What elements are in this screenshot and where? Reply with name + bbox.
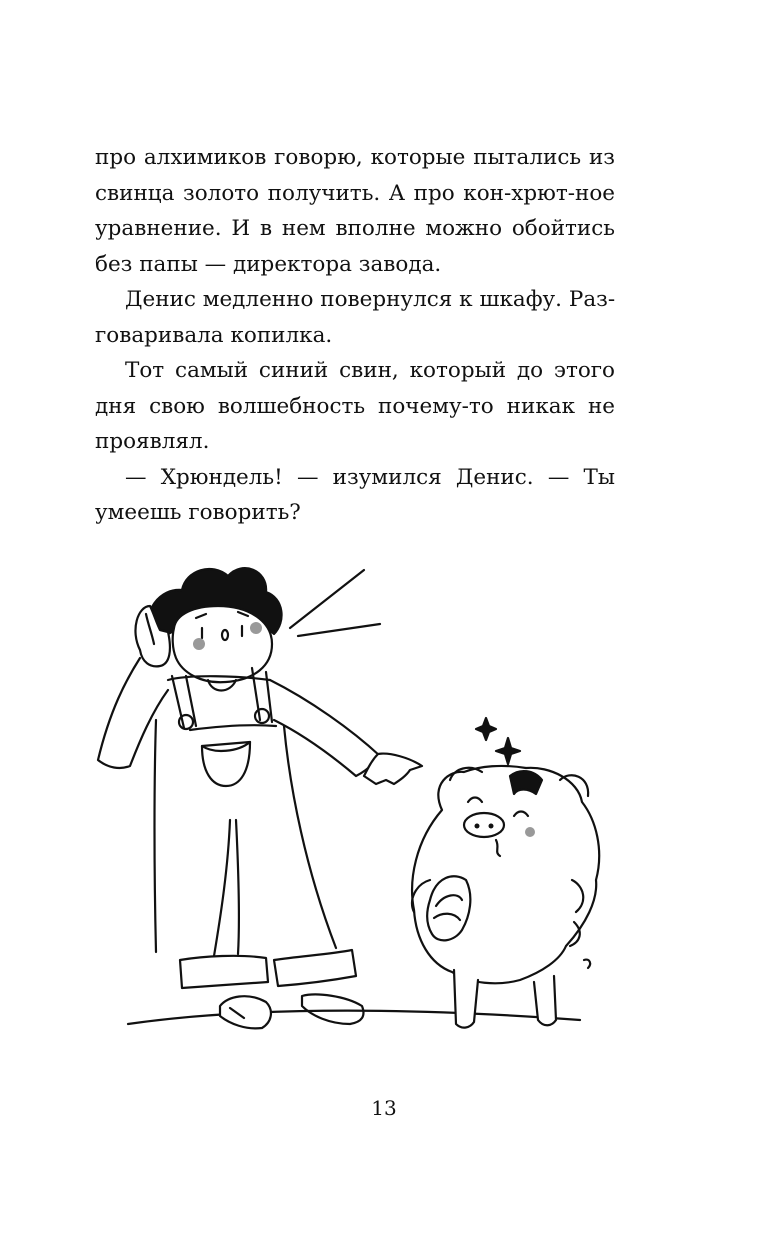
overalls-button-right xyxy=(255,709,269,723)
piggy-cheek xyxy=(525,827,535,837)
overalls-cuff-left xyxy=(180,956,268,988)
boy-figure xyxy=(98,568,422,1028)
text-line: Тот самый синий свин, который до этого xyxy=(125,358,615,383)
boy-cheek-right xyxy=(250,622,262,634)
overalls-cuff-right xyxy=(274,950,356,986)
page-number: 13 xyxy=(371,1096,397,1120)
overalls-button-left xyxy=(179,715,193,729)
piggy-snout xyxy=(464,813,504,837)
text-line: умеешь говорить? xyxy=(95,500,301,525)
text-line: говаривала копилка. xyxy=(95,322,333,348)
text-line: Денис медленно повернулся к шкафу. Раз- xyxy=(125,287,616,312)
sparkle-icon xyxy=(476,718,496,740)
text-line: уравнение. И в нем вполне можно обойтись xyxy=(95,216,615,241)
body-text xyxy=(95,140,615,531)
text-line: свинца золото получить. А про кон-хрют-ное xyxy=(95,180,615,206)
sound-lines xyxy=(290,570,380,636)
piggy-coin-slot xyxy=(510,771,542,794)
piggy-leg-left xyxy=(454,970,478,1028)
piggy-leg-right xyxy=(534,976,556,1025)
text-line: — Хрюндель! — изумился Денис. — Ты xyxy=(125,464,615,490)
illustration-boy-and-piggy-bank xyxy=(90,540,610,1060)
sparkle-icon xyxy=(496,738,520,764)
piggy-body xyxy=(412,766,599,983)
text-line: без папы — директора завода. xyxy=(95,251,442,277)
piggy-bank-figure xyxy=(412,718,599,1028)
boy-face xyxy=(173,606,272,682)
text-line: про алхимиков говорю, которые пытались из xyxy=(95,145,615,170)
boy-shoe-left xyxy=(220,996,271,1028)
text-line: проявлял. xyxy=(95,429,210,454)
boy-hand-pointing xyxy=(364,754,422,784)
text-line: дня свою волшебность почему-то никак не xyxy=(95,393,615,419)
boy-cheek-left xyxy=(193,638,205,650)
